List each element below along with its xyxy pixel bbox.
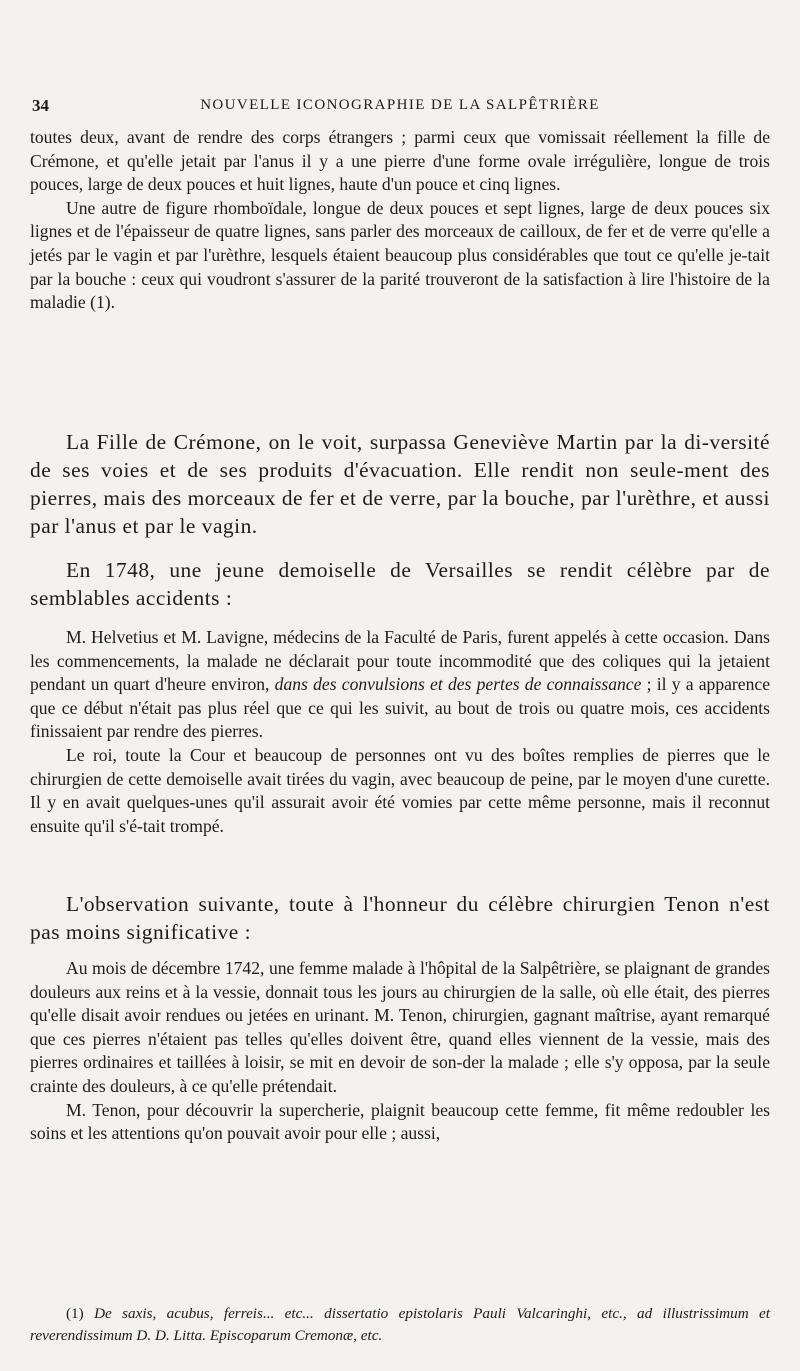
text-block-5 <box>30 890 770 946</box>
running-title: NOUVELLE ICONOGRAPHIE DE LA SALPÊTRIÈRE <box>200 97 600 113</box>
footnote-text: De saxis, acubus, ferreis... etc... dissertatio epistolaris Pauli Valcaringhi, etc., ad illustrissimum et reverendissimum D. D. Litta. Episcoparum Cremonæ, etc. <box>30 1305 770 1344</box>
footnote-marker: (1) <box>66 1305 84 1322</box>
paragraph: M. Tenon, pour découvrir la supercherie, plaignit beaucoup cette femme, fit même redoubler les soins et les attentions qu'on pouvait avoir pour elle ; aussi, <box>30 1099 770 1144</box>
paragraph: Au mois de décembre 1742, une femme malade à l'hôpital de la Salpêtrière, se plaignant de grandes douleurs aux reins et à la vessie, donnait tous les jours au chirurgien de la salle, où elle était, des pierres qu'elle disait avoir rendues ou jetées en urinant. M. Tenon, chirurgien, gagnant maîtrise, ayant remarqué que ces pierres n'étaient pas telles qu'elles doivent être, quand elles viennent de la vessie, mais des pierres ordinaires et taillées à loisir, se mit en devoir de son-der la malade ; elle s'y opposa, par la seule crainte des douleurs, à ce qu'elle prétendait. <box>30 958 770 1096</box>
text-block-2 <box>30 428 770 540</box>
paragraph-large: En 1748, une jeune demoiselle de Versailles se rendit célèbre par de semblables accidents : <box>30 558 770 610</box>
text-block-3 <box>30 556 770 612</box>
text-block-1 <box>30 126 770 315</box>
page-header <box>30 96 770 120</box>
paragraph: Une autre de figure rhomboïdale, longue de deux pouces et sept lignes, large de deux pouces six lignes et de l'épaisseur de quatre lignes, sans parler des morceaux de cailloux, de fer et de verre qu'elle a jetés par le vagin et par l'urèthre, lesquels étaient beaucoup plus considérables que tout ce qu'elle je-tait par la bouche : ceux qui voudront s'assurer de la parité trouveront de la satisfaction à lire l'histoire de la maladie (1). <box>30 197 770 313</box>
text-block-6 <box>30 957 770 1146</box>
paragraph <box>30 626 770 744</box>
paragraph-large: La Fille de Crémone, on le voit, surpassa Geneviève Martin par la di-versité de ses voies et de ses produits d'évacuation. Elle rendit non seule-ment des pierres, mais des morceaux de fer et de verre, par la bouche, par l'urèthre, et aussi par l'anus et par le vagin. <box>30 430 770 538</box>
italic-phrase: dans des convulsions et des pertes de connaissance <box>274 674 642 695</box>
paragraph-continuation: toutes deux, avant de rendre des corps étrangers ; parmi ceux que vomissait réellement la fille de Crémone, et qu'elle jetait par l'anus il y a une pierre d'une forme ovale irrégulière, longue de trois pouces, large de deux pouces et huit lignes, haute d'un pouce et cinq lignes. <box>30 127 770 195</box>
paragraph-text: ; il y a apparence que ce début n'était pas plus réel que ce qui les suivit, au bout de trois ou quatre mois, ces accidents finissaient par rendre des pierres. <box>30 674 771 742</box>
paragraph-large: L'observation suivante, toute à l'honneur du célèbre chirurgien Tenon n'est pas moins significative : <box>30 892 770 944</box>
paragraph: Le roi, toute la Cour et beaucoup de personnes ont vu des boîtes remplies de pierres que le chirurgien de cette demoiselle avait tirées du vagin, avec beaucoup de peine, par le moyen d'une curette. Il y en avait quelques-unes qu'il assurait avoir été vomies par cette même personne, mais il reconnut ensuite qu'il s'é-tait trompé. <box>30 744 770 836</box>
footnote <box>30 1303 770 1347</box>
page-number: 34 <box>32 96 49 115</box>
text-block-4 <box>30 626 770 838</box>
paragraph-text: M. Helvetius et M. Lavigne, médecins de la Faculté de Paris, furent appelés à cette occasion. Dans les commencements, la malade ne déclarait pour toute incommodité que des coliques qui la jetaient pendant un quart d'heure environ, <box>30 627 770 695</box>
